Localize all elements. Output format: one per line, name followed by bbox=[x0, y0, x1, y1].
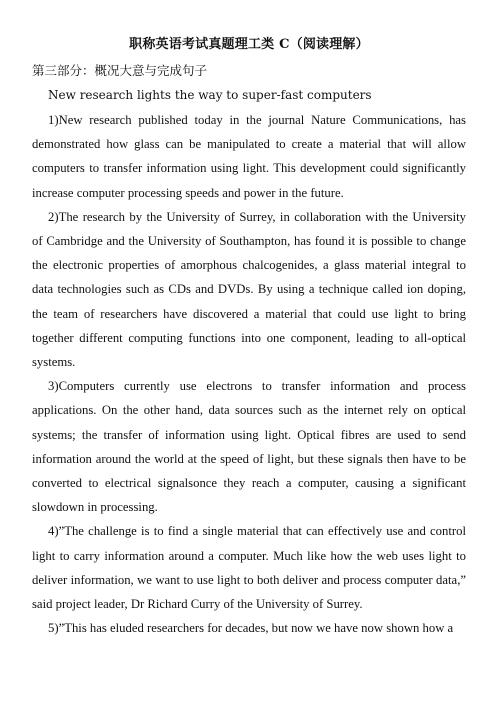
paragraph-1: 1)New research published today in the journal Nature Communications, has demonstrated how glass can be manipulated to create a material that will allow computers to transfer information using light. This development could significantly increase computer processing speeds and power in the future. bbox=[32, 113, 466, 200]
paragraph-4: 4)”The challenge is to find a single material that can effectively use and control light to carry information around a computer. Much like how the web uses light to deliver information, we want to use light to both deliver and process computer data,” said project leader, Dr Richard Curry of the University of Surrey. bbox=[32, 524, 466, 612]
paragraph-2: 2)The research by the University of Surrey, in collaboration with the University of Cambridge and the University of Southampton, has found it is possible to change the electronic properties of amorphous chalcogenides, a glass material integral to data technologies such as CDs and DVDs. By using a technique called ion doping, the team of researchers have discovered a material that could use light to bring together different computing functions into one component, leading to all-optical systems. bbox=[32, 209, 466, 370]
document-title: 职称英语考试真题理工类 C（阅读理解） bbox=[129, 37, 369, 52]
article-headline: New research lights the way to super-fast computers bbox=[48, 88, 372, 102]
paragraph-5: 5)”This has eluded researchers for decades, but now we have now shown how a bbox=[48, 621, 454, 636]
document-page bbox=[32, 36, 466, 640]
section-heading: 第三部分：概况大意与完成句子 bbox=[32, 63, 208, 78]
paragraph-3: 3)Computers currently use electrons to transfer information and process applications. On the other hand, data sources such as the internet rely on optical systems; the transfer of information using light. Optical fibres are used to send information around the world at the speed of light, but these signals then have to be converted to electrical signalsonce they reach a computer, causing a significant slowdown in processing. bbox=[32, 379, 466, 515]
